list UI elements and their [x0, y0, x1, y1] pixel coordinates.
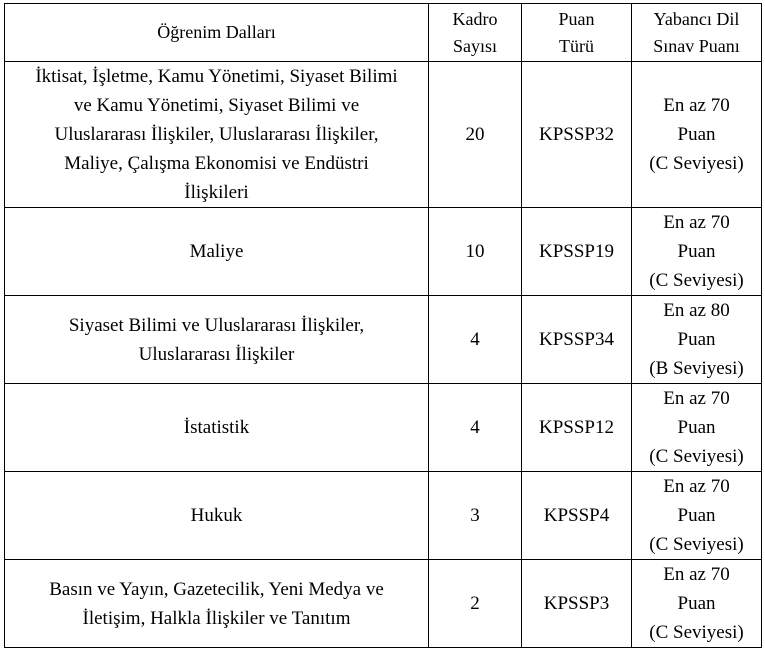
cell-ogrenim-dali — [5, 384, 429, 472]
header-text: Sayısı — [452, 35, 497, 56]
cell-kadro-sayisi — [429, 208, 522, 296]
header-text: Yabancı Dil — [653, 8, 740, 29]
cell-text: Maliye, Çalışma Ekonomisi ve Endüstri — [64, 153, 369, 174]
table-header-row — [5, 4, 762, 62]
cell-text: (C Seviyesi) — [649, 270, 744, 291]
cell-ogrenim-dali — [5, 62, 429, 208]
cell-text: Puan — [677, 124, 716, 145]
cell-text: Puan — [677, 417, 716, 438]
header-text: Puan — [558, 8, 595, 29]
cell-kadro-sayisi — [429, 62, 522, 208]
header-kadro-sayisi — [429, 4, 522, 62]
cell-text: (C Seviyesi) — [649, 446, 744, 467]
cell-text: (C Seviyesi) — [649, 153, 744, 174]
cell-text: 4 — [470, 329, 480, 350]
cell-text: Uluslararası İlişkiler, Uluslararası İlişkiler, — [54, 124, 379, 145]
cell-text: En az 70 — [663, 476, 730, 497]
cell-puan-turu — [522, 296, 632, 384]
table-row — [5, 208, 762, 296]
cell-kadro-sayisi — [429, 296, 522, 384]
cell-text: KPSSP34 — [539, 329, 614, 350]
cell-text: 3 — [470, 505, 480, 526]
cell-text: Hukuk — [190, 505, 243, 526]
cell-text: 4 — [470, 417, 480, 438]
cell-text: En az 80 — [663, 300, 730, 321]
cell-text: İstatistik — [183, 417, 250, 438]
cell-text: (C Seviyesi) — [649, 534, 744, 555]
cell-kadro-sayisi — [429, 472, 522, 560]
table-row — [5, 62, 762, 208]
cell-text: Uluslararası İlişkiler — [138, 343, 295, 365]
cell-text: İletişim, Halkla İlişkiler ve Tanıtım — [82, 607, 351, 629]
cell-yabanci-dil — [632, 296, 762, 384]
cell-text: 10 — [465, 241, 485, 262]
cell-puan-turu — [522, 560, 632, 648]
cell-ogrenim-dali — [5, 560, 429, 648]
cell-text: ve Kamu Yönetimi, Siyaset Bilimi ve — [73, 95, 360, 116]
cell-ogrenim-dali — [5, 472, 429, 560]
cell-puan-turu — [522, 472, 632, 560]
header-text: Öğrenim Dalları — [157, 22, 276, 42]
cell-text: En az 70 — [663, 564, 730, 585]
kadro-table — [4, 3, 762, 648]
header-text: Kadro — [452, 8, 498, 29]
cell-text: İlişkileri — [184, 182, 249, 203]
cell-yabanci-dil — [632, 62, 762, 208]
cell-text: KPSSP12 — [539, 417, 614, 438]
header-ogrenim-dallari — [5, 4, 429, 62]
cell-text: Basın ve Yayın, Gazetecilik, Yeni Medya ve — [49, 578, 384, 600]
cell-text: 2 — [470, 593, 480, 614]
header-yabanci-dil — [632, 4, 762, 62]
cell-text: En az 70 — [663, 212, 730, 233]
cell-yabanci-dil — [632, 472, 762, 560]
header-text: Sınav Puanı — [653, 35, 740, 56]
cell-text: 20 — [465, 124, 485, 145]
header-puan-turu — [522, 4, 632, 62]
table-row — [5, 560, 762, 648]
table-row — [5, 384, 762, 472]
cell-text: İktisat, İşletme, Kamu Yönetimi, Siyaset Bilimi — [35, 66, 398, 87]
cell-ogrenim-dali — [5, 296, 429, 384]
cell-puan-turu — [522, 62, 632, 208]
cell-text: KPSSP4 — [543, 505, 610, 526]
table-row — [5, 296, 762, 384]
cell-text: En az 70 — [663, 95, 730, 116]
cell-text: Puan — [677, 329, 716, 350]
cell-text: Puan — [677, 593, 716, 614]
cell-text: KPSSP32 — [539, 124, 614, 145]
cell-kadro-sayisi — [429, 560, 522, 648]
cell-text: KPSSP3 — [543, 593, 610, 614]
header-text: Türü — [559, 35, 594, 56]
cell-text: Maliye — [189, 241, 244, 262]
cell-text: En az 70 — [663, 388, 730, 409]
cell-text: Siyaset Bilimi ve Uluslararası İlişkiler, — [68, 314, 365, 336]
cell-text: KPSSP19 — [539, 241, 614, 262]
cell-yabanci-dil — [632, 560, 762, 648]
cell-text: (C Seviyesi) — [649, 622, 744, 643]
cell-kadro-sayisi — [429, 384, 522, 472]
cell-yabanci-dil — [632, 208, 762, 296]
cell-puan-turu — [522, 384, 632, 472]
cell-text: (B Seviyesi) — [649, 358, 744, 379]
cell-puan-turu — [522, 208, 632, 296]
cell-text: Puan — [677, 505, 716, 526]
table-row — [5, 472, 762, 560]
cell-ogrenim-dali — [5, 208, 429, 296]
cell-text: Puan — [677, 241, 716, 262]
cell-yabanci-dil — [632, 384, 762, 472]
